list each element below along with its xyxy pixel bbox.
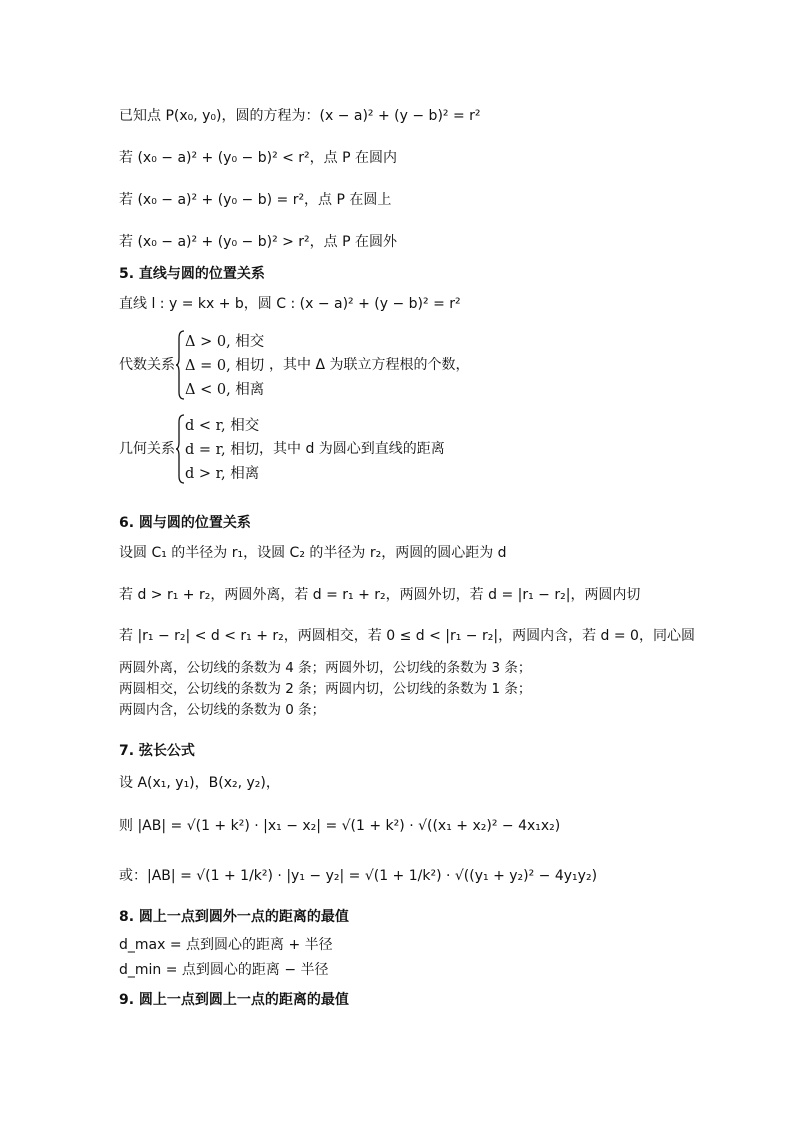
distance-min: d_min = 点到圆心的距离 − 半径 [119, 962, 329, 978]
chord-formula-y: 或：|AB| = √(1 + 1/k²) · |y₁ − y₂| = √(1 + 1/k²) · √((y₁ + y₂)² − 4y₁y₂) [119, 868, 598, 884]
algebraic-relation-note: ，其中 Δ 为联立方程根的个数， [269, 357, 470, 373]
line-circle-equations: 直线 l : y = kx + b，圆 C : (x − a)² + (y − b)² = r² [119, 296, 461, 312]
section-heading-6: 6. 圆与圆的位置关系 [119, 515, 251, 531]
two-circles-cases-2: 若 |r₁ − r₂| < d < r₁ + r₂，两圆相交，若 0 ≤ d < |r₁ − r₂|，两圆内含，若 d = 0，同心圆 [119, 628, 695, 644]
algebraic-relation-label: 代数关系 [119, 357, 175, 373]
section-heading-5: 5. 直线与圆的位置关系 [119, 266, 265, 282]
chord-formula-x: 则 |AB| = √(1 + k²) · |x₁ − x₂| = √(1 + k²) · √((x₁ + x₂)² − 4x₁x₂) [119, 818, 561, 834]
left-brace-icon [175, 330, 185, 400]
two-circles-cases-1: 若 d > r₁ + r₂，两圆外离，若 d = r₁ + r₂，两圆外切，若 d = |r₁ − r₂|，两圆内切 [119, 587, 641, 603]
distance-max: d_max = 点到圆心的距离 + 半径 [119, 937, 333, 953]
algebraic-relation [119, 328, 539, 404]
two-circles-setup: 设圆 C₁ 的半径为 r₁，设圆 C₂ 的半径为 r₂，两圆的圆心距为 d [119, 545, 507, 561]
geometric-case-intersect: d < r, 相交 [185, 418, 260, 434]
point-outside-condition: 若 (x₀ − a)² + (y₀ − b)² > r²，点 P 在圆外 [119, 234, 398, 250]
algebraic-case-separate: Δ < 0, 相离 [185, 382, 265, 398]
tangent-count-2: 两圆相交，公切线的条数为 2 条；两圆内切，公切线的条数为 1 条； [119, 681, 532, 697]
geometric-case-tangent: d = r, 相切 [185, 442, 260, 458]
algebraic-case-tangent: Δ = 0, 相切 [185, 358, 265, 374]
geometric-relation-note: ，其中 d 为圆心到直线的距离 [259, 441, 445, 457]
chord-points: 设 A(x₁, y₁)，B(x₂, y₂)， [119, 775, 280, 791]
algebraic-case-intersect: Δ > 0, 相交 [185, 334, 265, 350]
geometric-relation-label: 几何关系 [119, 441, 175, 457]
point-on-condition: 若 (x₀ − a)² + (y₀ − b) = r²，点 P 在圆上 [119, 192, 392, 208]
tangent-count-1: 两圆外离，公切线的条数为 4 条；两圆外切，公切线的条数为 3 条； [119, 660, 532, 676]
left-brace-icon [175, 414, 185, 484]
section-heading-9: 9. 圆上一点到圆上一点的距离的最值 [119, 992, 349, 1008]
geometric-case-separate: d > r, 相离 [185, 466, 260, 482]
tangent-count-3: 两圆内含，公切线的条数为 0 条； [119, 702, 326, 718]
point-circle-definition: 已知点 P(x₀, y₀)，圆的方程为：(x − a)² + (y − b)² = r² [119, 108, 481, 124]
point-inside-condition: 若 (x₀ − a)² + (y₀ − b)² < r²，点 P 在圆内 [119, 150, 398, 166]
section-heading-7: 7. 弦长公式 [119, 743, 195, 759]
section-heading-8: 8. 圆上一点到圆外一点的距离的最值 [119, 909, 349, 925]
geometric-relation [119, 410, 539, 486]
